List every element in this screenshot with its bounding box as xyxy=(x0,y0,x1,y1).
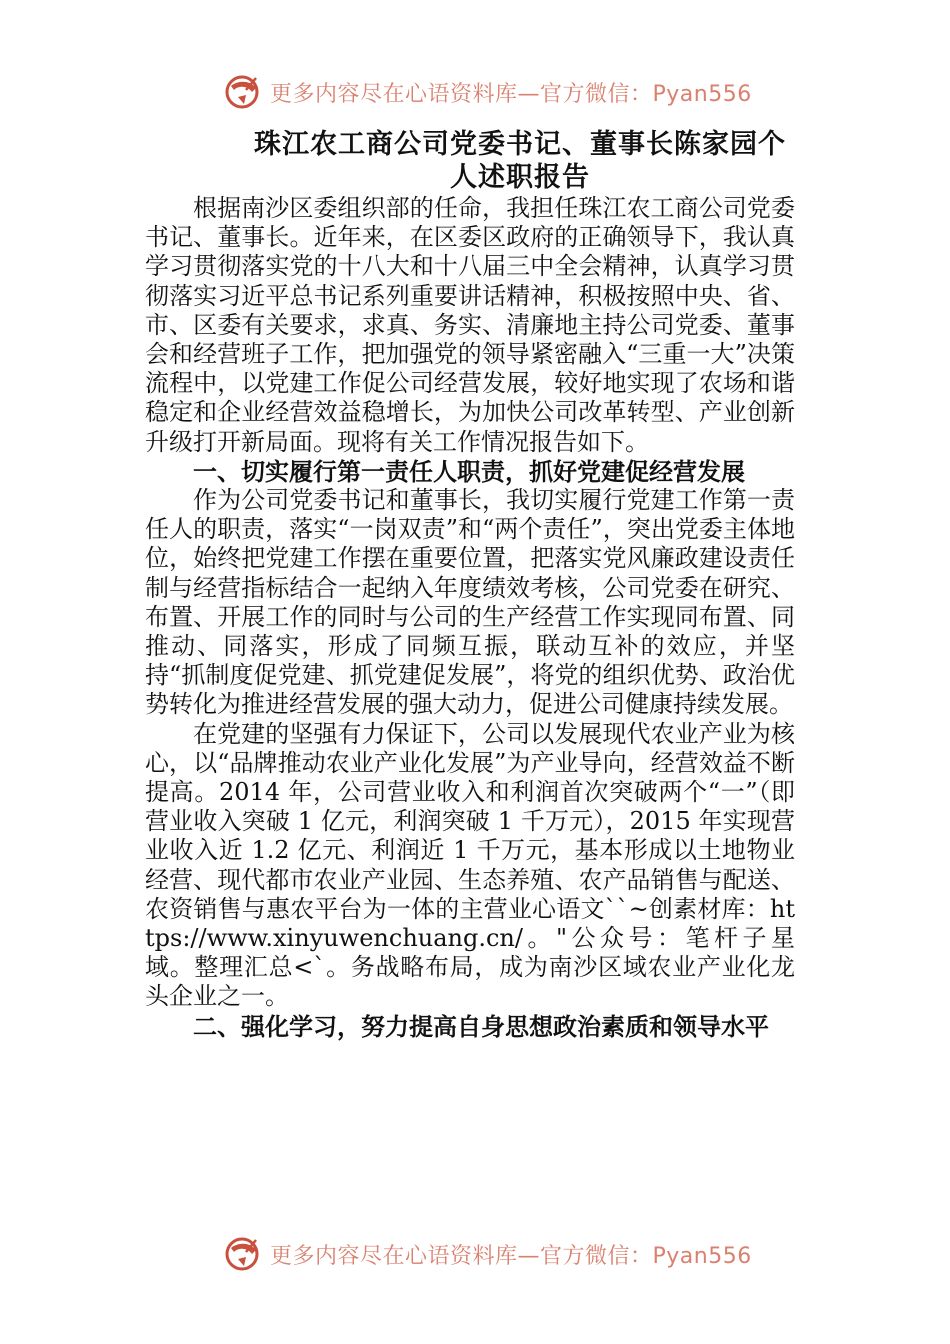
watermark-text: 更多内容尽在心语资料库—官方微信：Pyan556 xyxy=(270,1243,752,1269)
paragraph-section-1-a: 作为公司党委书记和董事长，我切实履行党建工作第一责任人的职责，落实“一岗双责”和“两个责任”，突出党委主体地位，始终把党建工作摆在重要位置，把落实党风廉政建设责任制与经营指标结合一起纳入年度绩效考核，公司党委在研究、布置、开展工作的同时与公司的生产经营工作实现同布置、同推动、同落实，形成了同频互振，联动互补的效应，并坚持“抓制度促党建、抓党建促发展”，将党的组织优势、政治优势转化为推进经营发展的强大动力，促进公司健康持续发展。 xyxy=(145,486,795,719)
watermark-banner-bottom xyxy=(222,1232,752,1276)
watermark-text: 更多内容尽在心语资料库—官方微信：Pyan556 xyxy=(270,81,752,107)
section-heading-1: 一、切实履行第一责任人职责，抓好党建促经营发展 xyxy=(193,456,745,486)
paragraph-section-1-b: 在党建的坚强有力保证下，公司以发展现代农业产业为核心，以“品牌推动农业产业化发展”为产业导向，经营效益不断提高。2014 年，公司营业收入和利润首次突破两个“一”（即营业收入突破 1 亿元，利润突破 1 千万元），2015 年实现营业收入近 1.2 亿元、利润近 1 千万元，基本形成以土地物业经营、现代都市农业产业园、生态养殖、农产品销售与配送、农资销售与惠农平台为一体的主营业心语文``~创素材库：https://www.xinyuwenchuang.cn/。"公众号：笔杆子星域。整理汇总<`。务战略布局，成为南沙区域农业产业化龙头企业之一。 xyxy=(145,719,795,1011)
paragraph-intro: 根据南沙区委组织部的任命，我担任珠江农工商公司党委书记、董事长。近年来，在区委区政府的正确领导下，我认真学习贯彻落实党的十八大和十八届三中全会精神，认真学习贯彻落实习近平总书记系列重要讲话精神，积极按照中央、省、市、区委有关要求，求真、务实、清廉地主持公司党委、董事会和经营班子工作，把加强党的领导紧密融入“三重一大”决策流程中，以党建工作促公司经营发展，较好地实现了农场和谐稳定和企业经营效益稳增长，为加快公司改革转型、产业创新升级打开新局面。现将有关工作情况报告如下。 xyxy=(145,194,795,456)
red-circle-logo-icon xyxy=(222,1232,266,1276)
section-heading-2: 二、强化学习，努力提高自身思想政治素质和领导水平 xyxy=(193,1011,769,1041)
red-circle-logo-icon xyxy=(222,70,266,114)
document-body xyxy=(145,128,795,1041)
document-title: 珠江农工商公司党委书记、董事长陈家园个人述职报告 xyxy=(254,129,786,193)
watermark-banner-top xyxy=(222,70,752,114)
